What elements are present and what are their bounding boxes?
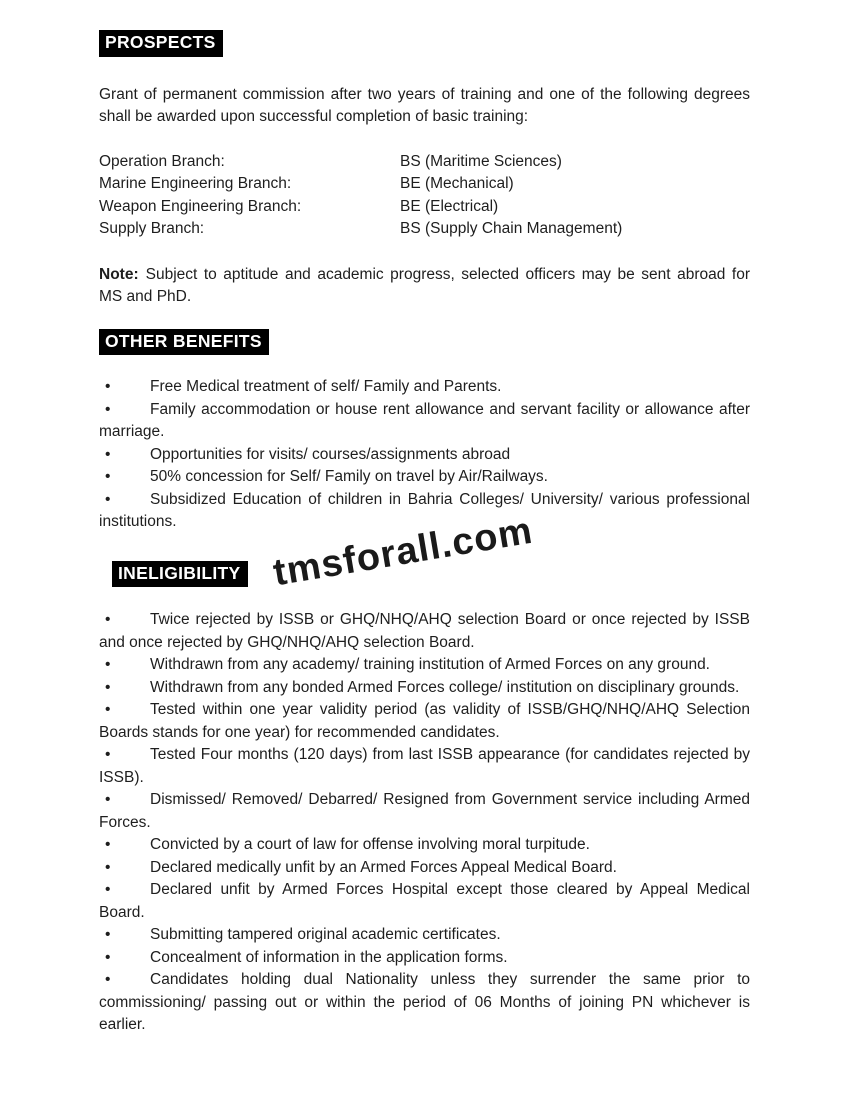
bullet-icon: •: [105, 378, 111, 395]
bullet-icon: •: [105, 948, 111, 966]
section-heading-other-benefits: OTHER BENEFITS: [99, 329, 269, 356]
list-item: [99, 789, 750, 834]
list-item-text: Tested Four months (120 days) from last ISSB appearance (for candidates rejected by ISSB).: [99, 746, 750, 786]
branch-label: Weapon Engineering Branch:: [99, 197, 302, 215]
bullet-icon: •: [105, 611, 111, 628]
branch-row: [99, 173, 750, 196]
list-item: [99, 444, 750, 467]
list-item: [99, 609, 750, 654]
bullet-icon: •: [105, 881, 111, 898]
list-item-text: 50% concession for Self/ Family on travel by Air/Railways.: [150, 468, 548, 485]
bullet-icon: •: [105, 858, 111, 876]
prospects-heading-row: [99, 30, 750, 57]
list-item-text: Concealment of information in the application forms.: [150, 948, 508, 966]
list-item: [99, 924, 750, 947]
list-item-text: Withdrawn from any academy/ training institution of Armed Forces on any ground.: [150, 656, 710, 673]
list-item-text: Declared medically unfit by an Armed Forces Appeal Medical Board.: [150, 858, 617, 876]
list-item: [99, 677, 750, 700]
branch-degree: BS (Maritime Sciences): [400, 152, 562, 170]
branch-degree-table: [99, 151, 750, 241]
branch-label: Marine Engineering Branch:: [99, 175, 292, 192]
prospects-intro-paragraph: Grant of permanent commission after two years of training and one of the following degrees shall be awarded upon successful completion of basic training:: [99, 85, 750, 125]
benefits-heading-row: [99, 329, 750, 356]
bullet-icon: •: [105, 836, 111, 853]
list-item: [99, 947, 750, 970]
bullet-icon: •: [105, 971, 111, 988]
list-item: [99, 969, 750, 1037]
branch-row: [99, 196, 750, 219]
bullet-icon: •: [105, 468, 111, 485]
bullet-icon: •: [105, 701, 111, 718]
section-heading-ineligibility: INELIGIBILITY: [112, 561, 248, 588]
list-item: [99, 744, 750, 789]
bullet-icon: •: [105, 400, 111, 418]
list-item-text: Candidates holding dual Nationality unless they surrender the same prior to commissioning/ passing out or within the period of 06 Months of joining PN whichever is earlier.: [99, 971, 750, 1033]
list-item-text: Free Medical treatment of self/ Family and Parents.: [150, 378, 502, 395]
branch-degree: BS (Supply Chain Management): [400, 220, 623, 237]
list-item-text: Declared unfit by Armed Forces Hospital except those cleared by Appeal Medical Board.: [99, 881, 750, 921]
list-item: [99, 376, 750, 399]
note-paragraph: [99, 264, 750, 309]
branch-row: [99, 218, 750, 241]
list-item-text: Twice rejected by ISSB or GHQ/NHQ/AHQ selection Board or once rejected by ISSB and once rejected by GHQ/NHQ/AHQ selection Board.: [99, 611, 750, 651]
list-item-text: Opportunities for visits/ courses/assignments abroad: [150, 445, 511, 463]
list-item: [99, 857, 750, 880]
list-item-text: Tested within one year validity period (as validity of ISSB/GHQ/NHQ/AHQ Selection Boards stands for one year) for recommended candidates.: [99, 701, 750, 741]
branch-degree: BE (Mechanical): [400, 175, 514, 192]
benefits-list: [99, 376, 750, 534]
ineligibility-list: [99, 609, 750, 1037]
list-item: [99, 466, 750, 489]
list-item-text: Convicted by a court of law for offense involving moral turpitude.: [150, 836, 590, 853]
site-watermark: tmsforall.com: [270, 509, 536, 595]
branch-label: Supply Branch:: [99, 220, 205, 237]
list-item-text: Withdrawn from any bonded Armed Forces college/ institution on disciplinary grounds.: [150, 678, 740, 696]
bullet-icon: •: [105, 445, 111, 463]
bullet-icon: •: [105, 926, 111, 943]
section-heading-prospects: PROSPECTS: [99, 30, 223, 57]
list-item: [99, 399, 750, 444]
bullet-icon: •: [105, 791, 111, 808]
branch-label: Operation Branch:: [99, 152, 225, 170]
list-item-text: Dismissed/ Removed/ Debarred/ Resigned from Government service including Armed Forces.: [99, 791, 750, 831]
list-item-text: Subsidized Education of children in Bahria Colleges/ University/ various professional institutions.: [99, 490, 750, 530]
branch-row: [99, 151, 750, 174]
note-text: Subject to aptitude and academic progress, selected officers may be sent abroad for MS and PhD.: [99, 265, 750, 305]
list-item: [99, 834, 750, 857]
note-label: Note:: [99, 265, 139, 283]
bullet-icon: •: [105, 490, 111, 508]
branch-degree: BE (Electrical): [400, 197, 499, 215]
list-item: [99, 654, 750, 677]
bullet-icon: •: [105, 746, 111, 763]
list-item-text: Submitting tampered original academic certificates.: [150, 926, 501, 943]
list-item: [99, 879, 750, 924]
bullet-icon: •: [105, 678, 111, 696]
list-item-text: Family accommodation or house rent allowance and servant facility or allowance after marriage.: [99, 400, 750, 440]
bullet-icon: •: [105, 656, 111, 673]
list-item: [99, 699, 750, 744]
